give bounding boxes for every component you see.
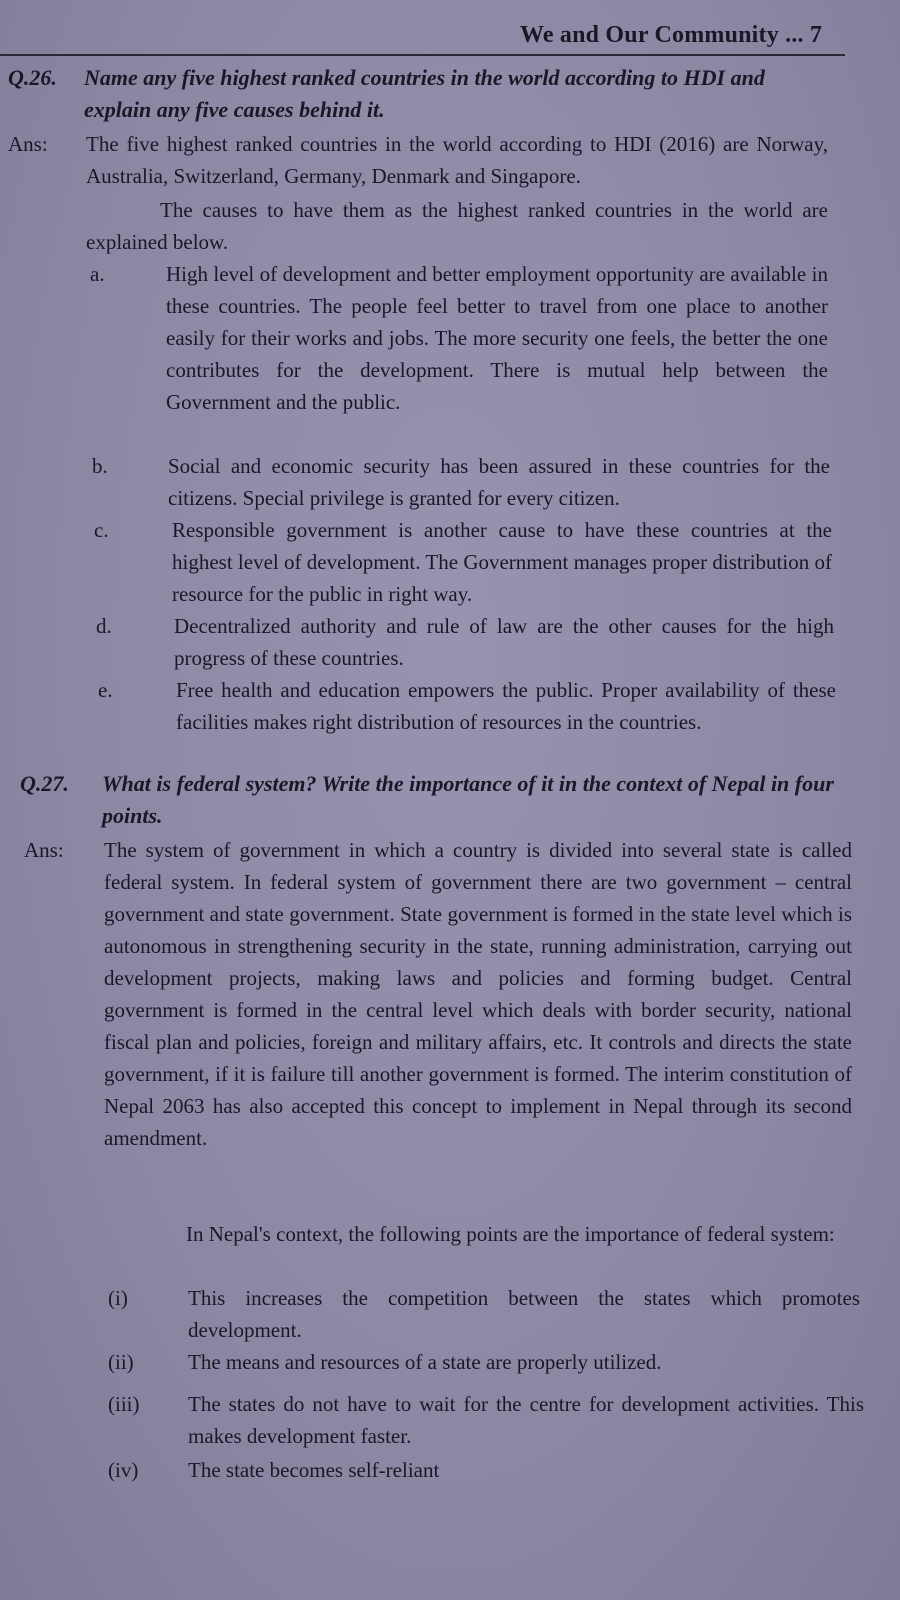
answer-label: Ans:	[24, 838, 64, 862]
list-marker: e.	[98, 678, 113, 702]
list-item	[108, 1388, 864, 1452]
intro-text: In Nepal's context, the following points are the importance of federal system:	[186, 1222, 835, 1246]
header-rule	[0, 54, 845, 56]
answer-text: The system of government in which a country is divided into several state is called federal system. In federal system of government there are two government – central government and state government. State government is formed in the state level which is autonomous in strengthening security in the state, running administration, carrying out development projects, making laws and policies and forming budget. Central government is formed in the central level which deals with border security, national fiscal plan and policies, foreign and military affairs, etc. It controls and directs the state government, if it is failure till another government is formed. The interim constitution of Nepal 2063 has also accepted this concept to implement in Nepal through its second amendment.	[104, 838, 852, 1150]
question-number: Q.26.	[8, 65, 57, 90]
list-item	[108, 1346, 860, 1378]
list-item	[98, 674, 836, 738]
list-marker: (i)	[108, 1286, 128, 1310]
question-26	[8, 62, 830, 126]
list-marker: c.	[94, 518, 109, 542]
list-text: High level of development and better employment opportunity are available in these countries. The people feel better to travel from one place to another easily for their works and jobs. The more security one feels, the better the one contributes for the development. There is mutual help between the Government and the public.	[166, 262, 828, 414]
list-text: The state becomes self-reliant	[188, 1458, 440, 1482]
list-text: Decentralized authority and rule of law are the other causes for the high progress of these countries.	[174, 614, 834, 670]
question-text: What is federal system? Write the importance of it in the context of Nepal in four points.	[102, 771, 834, 828]
list-marker: b.	[92, 454, 108, 478]
list-item	[96, 610, 834, 674]
intro-text: The causes to have them as the highest ranked countries in the world are explained below.	[86, 198, 828, 254]
list-item	[108, 1454, 860, 1486]
list-text: Social and economic security has been assured in these countries for the citizens. Special privilege is granted for every citizen.	[168, 454, 830, 510]
list-marker: (ii)	[108, 1350, 134, 1374]
list-item	[92, 450, 830, 514]
list-text: This increases the competition between the states which promotes development.	[188, 1286, 860, 1342]
list-item	[90, 258, 828, 418]
list-marker: d.	[96, 614, 112, 638]
answer-label: Ans:	[8, 132, 48, 156]
question-text: Name any five highest ranked countries in the world according to HDI and explain any five causes behind it.	[84, 65, 765, 122]
list-marker: (iii)	[108, 1392, 140, 1416]
list-text: The states do not have to wait for the centre for development activities. This makes development faster.	[188, 1392, 864, 1448]
running-header: We and Our Community ... 7	[520, 22, 823, 48]
list-marker: (iv)	[108, 1458, 139, 1482]
list-text: The means and resources of a state are properly utilized.	[188, 1350, 662, 1374]
list-marker: a.	[90, 262, 105, 286]
answer-27-intro	[104, 1218, 854, 1250]
answer-26-intro	[86, 194, 828, 258]
question-number: Q.27.	[20, 771, 69, 796]
list-text: Free health and education empowers the public. Proper availability of these facilities makes right distribution of resources in the countries.	[176, 678, 836, 734]
answer-27	[24, 834, 852, 1154]
list-item	[94, 514, 832, 610]
answer-26	[8, 128, 828, 192]
question-27	[20, 768, 848, 832]
list-item	[108, 1282, 860, 1346]
answer-text: The five highest ranked countries in the world according to HDI (2016) are Norway, Australia, Switzerland, Germany, Denmark and Singapore.	[86, 132, 828, 188]
list-text: Responsible government is another cause to have these countries at the highest level of development. The Government manages proper distribution of resource for the public in right way.	[172, 518, 832, 606]
